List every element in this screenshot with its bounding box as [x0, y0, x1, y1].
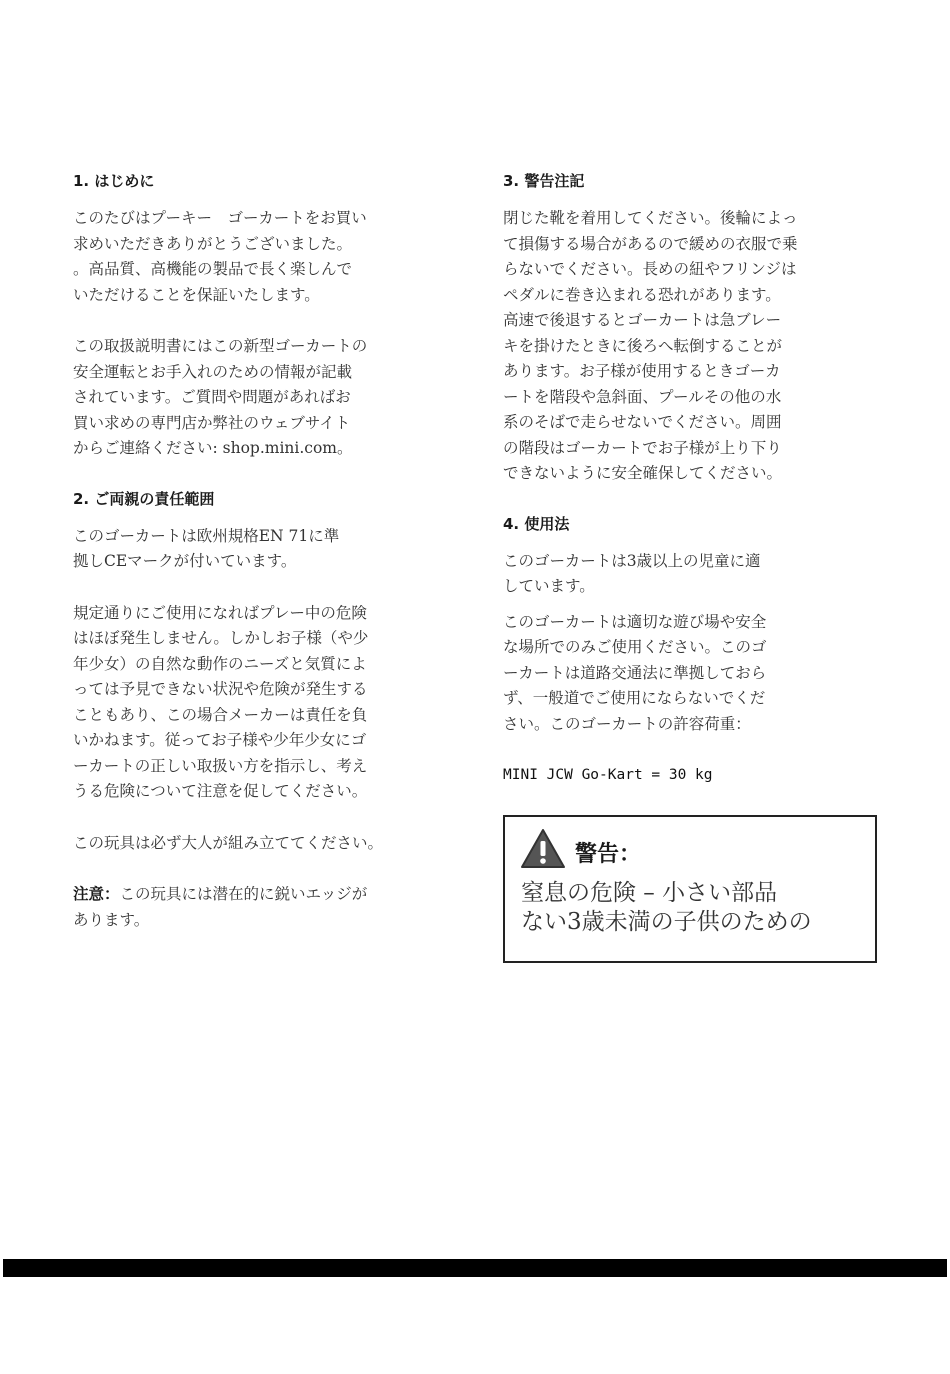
warning-title: 警告： [575, 841, 642, 867]
usage-paragraph-1: このゴーカートは3歳以上の児童に適 しています。 [503, 551, 761, 595]
left-column [73, 170, 433, 933]
sharp-edge-note [73, 882, 433, 933]
warning-text: 窒息の危険 – 小さい部品 ない3歳未満の子供のための [521, 880, 812, 935]
warning-triangle-icon [519, 827, 567, 871]
warnings-paragraph: 閉じた靴を着用してください。後輪によっ て損傷する場合があるので緩めの衣服で乗 らないでください。長めの紐やフリンジは ペダルに巻き込まれる恐れがあります。 高速で後退するとゴーカートは急ブレー キを掛けたときに後ろへ転倒することが あります。お子様が使用するときゴーカ ートを階段や急斜面、プールその他の水 系のそばで走らせないでください。周囲 の階段はゴーカートでお子様が上り下り できないように安全確保してください。 [503, 209, 798, 482]
assembly-notice: この玩具は必ず大人が組み立ててください。 [73, 833, 384, 852]
load-spec: MINI JCW Go-Kart = 30 kg [503, 767, 713, 783]
intro-heading: 1. はじめに [73, 172, 155, 190]
usage-paragraph-2: このゴーカートは適切な遊び場や安全 な場所でのみご使用ください。このゴ ーカートは道路交通法に準拠しておら ず、一般道でご使用にならないでくだ さい。このゴーカートの許容荷重： [503, 612, 767, 733]
parents-heading: 2. ご両親の責任範囲 [73, 489, 215, 508]
note-text: この玩具には潜在的に鋭いエッジが あります。 [73, 885, 368, 929]
footer-bar [3, 1259, 947, 1277]
warnings-heading: 3. 警告注記 [503, 172, 585, 190]
intro-paragraph-2: この取扱説明書にはこの新型ゴーカートの 安全運転とお手入れのための情報が記載 されています。ご質問や問題があればお 買い求めの専門店か弊社のウェブサイト からご連絡ください: shop.mini.com。 [73, 337, 368, 457]
note-label: 注意： [73, 885, 120, 903]
usage-heading: 4. 使用法 [503, 514, 570, 533]
warning-header [519, 827, 641, 871]
right-column [503, 170, 879, 787]
parents-paragraph-2: 規定通りにご使用になればプレー中の危険 はほぼ発生しません。しかしお子様（や少 年少女）の自然な動作のニーズと気質によ っては予見できない状況や危険が発生する こともあり、この場合メーカーは責任を負 いかねます。従ってお子様や少年少女にゴ ーカートの正しい取扱い方を指示し、考え うる危険について注意を促してください。 [73, 603, 369, 800]
warning-box [503, 815, 877, 963]
parents-paragraph-1: このゴーカートは欧州規格EN 71に準 拠しCEマークが付いています。 [73, 526, 340, 570]
intro-paragraph-1: このたびはプーキー ゴーカートをお買い 求めいただきありがとうございました。 。高品質、高機能の製品で長く楽しんで いただけることを保証いたします。 [73, 209, 367, 304]
